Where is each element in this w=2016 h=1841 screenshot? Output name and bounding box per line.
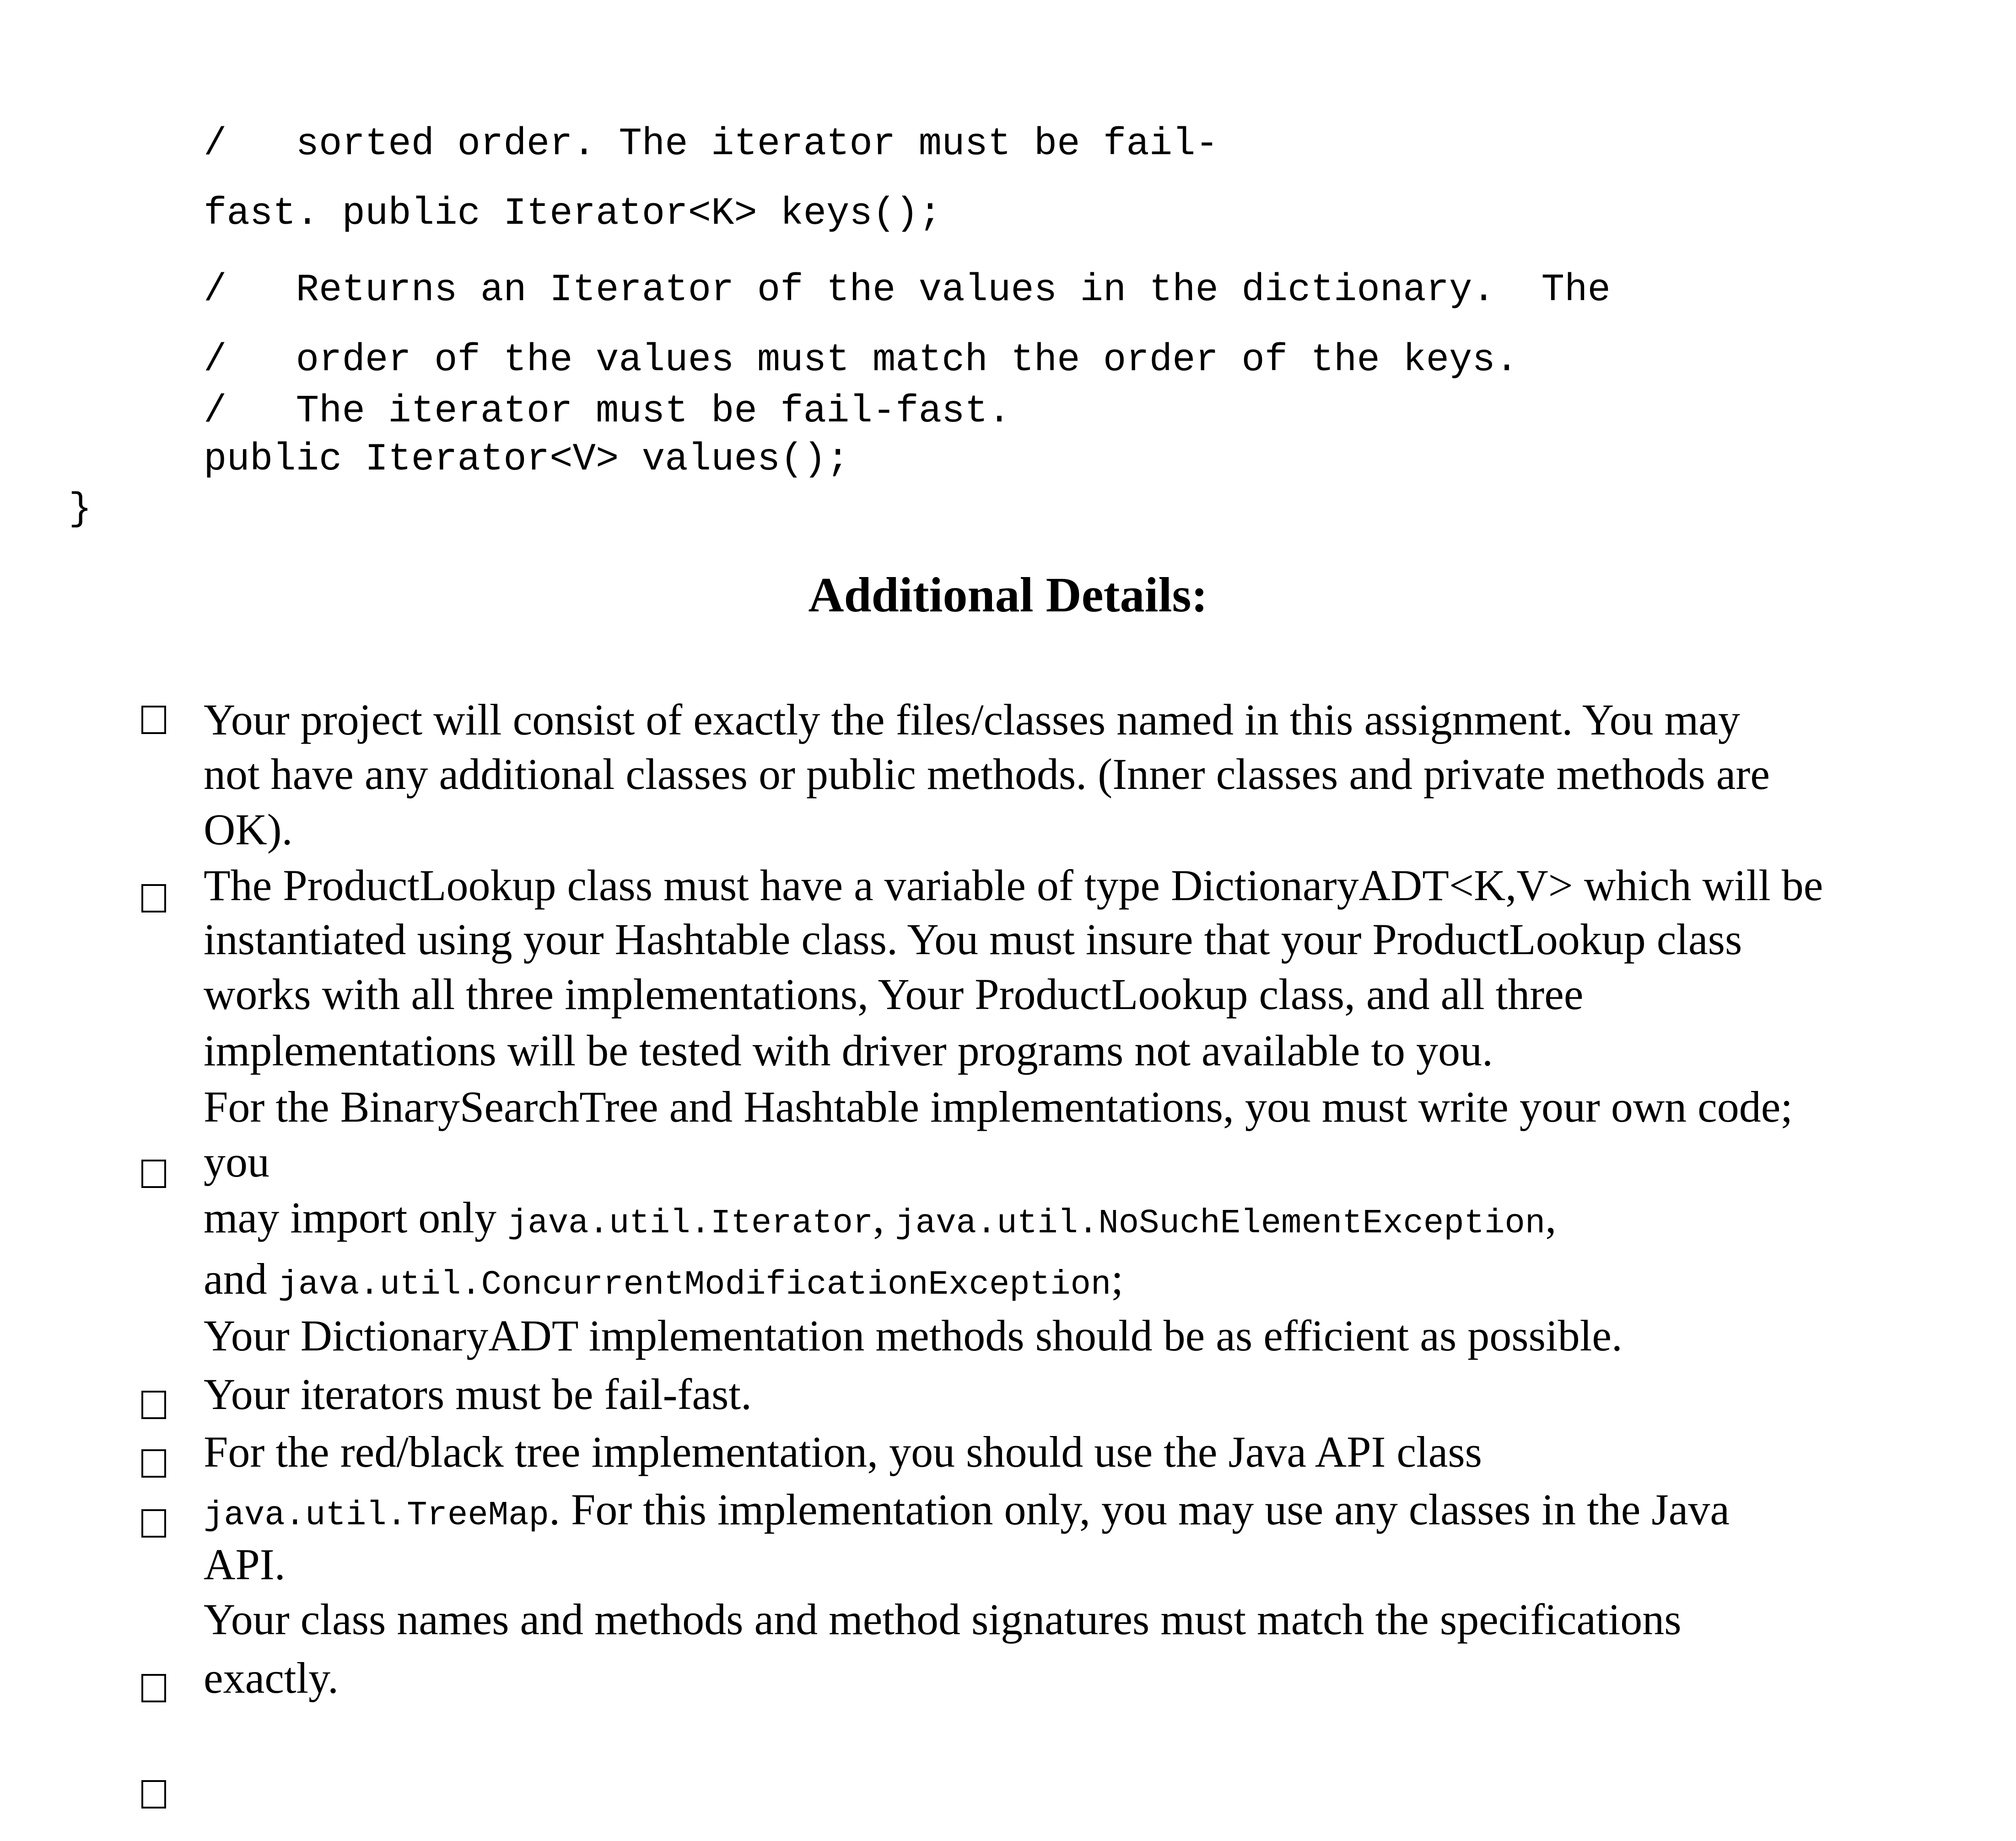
checkbox-8 xyxy=(141,1780,166,1809)
import-prefix: may import only xyxy=(204,1193,507,1242)
checkbox-5 xyxy=(141,1449,166,1478)
import-separator-1: , xyxy=(873,1193,895,1242)
treemap-text: . For this implementation only, you may use any classes in the Java xyxy=(549,1485,1730,1534)
details-line-7: implementations will be tested with driver programs not available to you. xyxy=(204,1026,1493,1075)
details-line-11: Your iterators must be fail-fast. xyxy=(204,1370,752,1419)
details-line-9: you xyxy=(204,1137,270,1186)
details-line-8: For the BinarySearchTree and Hashtable implementations, you must write your own code; xyxy=(204,1082,1793,1131)
import-separator-2: , xyxy=(1545,1193,1557,1242)
checkbox-4 xyxy=(141,1391,166,1419)
and-prefix: and xyxy=(204,1254,278,1303)
details-and-line xyxy=(204,1254,1123,1310)
code-line-1: / sorted order. The iterator must be fail- xyxy=(204,123,1218,166)
code-line-5: / The iterator must be fail-fast. xyxy=(204,390,1011,433)
details-line-5: instantiated using your Hashtable class. You must insure that your ProductLookup class xyxy=(204,915,1742,964)
treemap-code: java.util.TreeMap xyxy=(204,1496,549,1535)
and-suffix: ; xyxy=(1111,1254,1123,1303)
details-line-1: Your project will consist of exactly the files/classes named in this assignment. You may xyxy=(204,695,1740,744)
checkbox-2 xyxy=(141,884,166,912)
details-treemap-line xyxy=(204,1485,1730,1541)
checkbox-7 xyxy=(141,1674,166,1702)
import-code-iterator: java.util.Iterator xyxy=(507,1204,873,1243)
details-line-13: API. xyxy=(204,1540,286,1589)
section-heading: Additional Details: xyxy=(808,568,1208,622)
checkbox-6 xyxy=(141,1509,166,1538)
details-line-10: Your DictionaryADT implementation methods should be as efficient as possible. xyxy=(204,1311,1623,1360)
details-line-15: exactly. xyxy=(204,1653,339,1702)
details-line-12: For the red/black tree implementation, you should use the Java API class xyxy=(204,1427,1482,1476)
closing-brace: } xyxy=(69,488,92,531)
code-line-2: fast. public Iterator<K> keys(); xyxy=(204,192,942,236)
details-import-line xyxy=(204,1193,1556,1249)
details-line-3: OK). xyxy=(204,805,293,854)
import-code-nosuchelement: java.util.NoSuchElementException xyxy=(895,1204,1546,1243)
code-line-4: / order of the values must match the order of the keys. xyxy=(204,339,1519,382)
details-line-4: The ProductLookup class must have a variable of type DictionaryADT<K,V> which will be xyxy=(204,861,1823,910)
checkbox-1 xyxy=(141,706,166,734)
code-line-3: / Returns an Iterator of the values in the dictionary. The xyxy=(204,269,1611,312)
details-line-14: Your class names and methods and method signatures must match the specifications xyxy=(204,1595,1682,1644)
and-code-concurrentmod: java.util.ConcurrentModificationException xyxy=(278,1266,1111,1304)
details-line-6: works with all three implementations, Your ProductLookup class, and all three xyxy=(204,970,1584,1019)
code-line-6: public Iterator<V> values(); xyxy=(204,438,850,481)
checkbox-3 xyxy=(141,1160,166,1188)
details-line-2: not have any additional classes or public methods. (Inner classes and private methods are xyxy=(204,750,1770,799)
